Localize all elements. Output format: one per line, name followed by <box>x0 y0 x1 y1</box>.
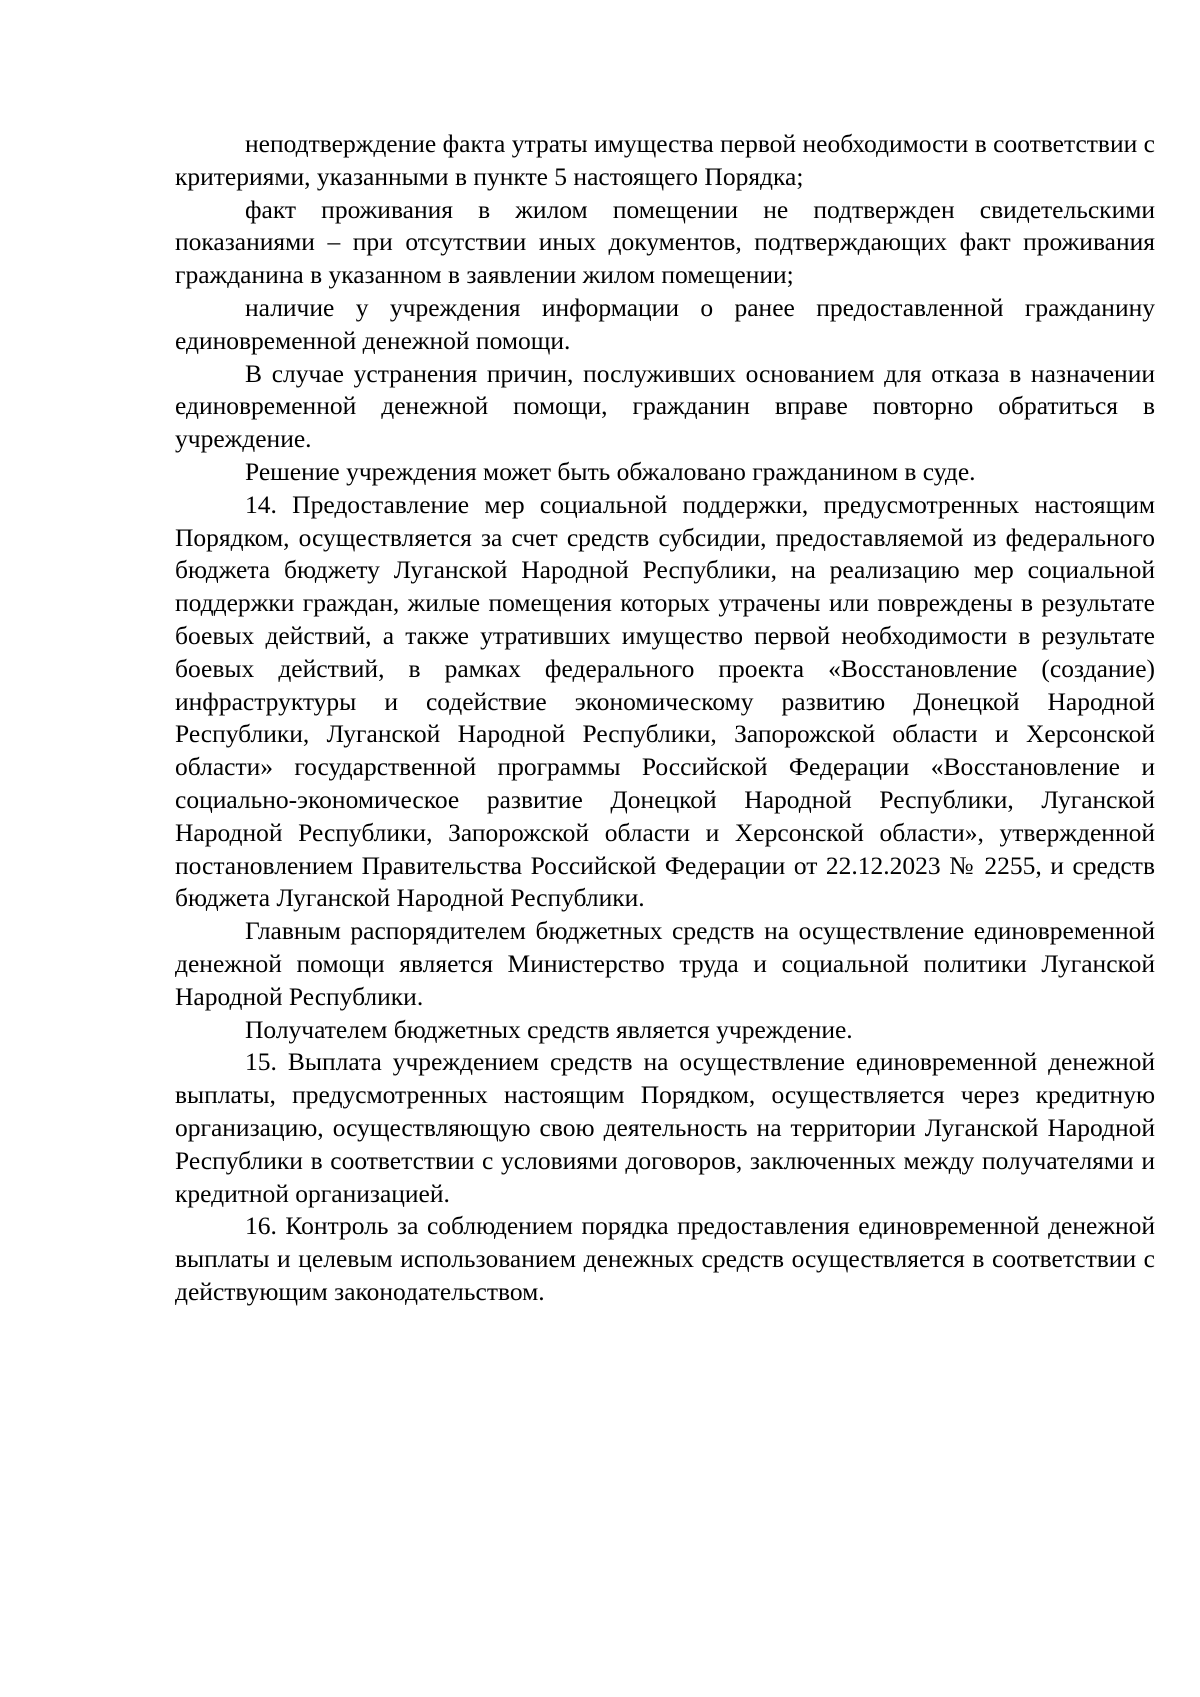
paragraph-refusal-ground-residence: факт проживания в жилом помещении не подтвержден свидетельскими показаниями – при отсутствии иных документов, подтверждающих факт проживания гражданина в указанном в заявлении жилом помещении; <box>175 194 1155 290</box>
paragraph-refusal-ground-prior-aid: наличие у учреждения информации о ранее предоставленной гражданину единовременной денежной помощи. <box>175 292 1155 355</box>
paragraph-appeal: Решение учреждения может быть обжаловано гражданином в суде. <box>245 456 976 486</box>
document-body <box>175 128 1155 1309</box>
paragraph-chief-administrator: Главным распорядителем бюджетных средств на осуществление единовременной денежной помощи является Министерство труда и социальной политики Луганской Народной Республики. <box>175 916 1155 1011</box>
paragraph-reapplication: В случае устранения причин, послуживших основанием для отказа в назначении единовременной денежной помощи, гражданин вправе повторно обратиться в учреждение. <box>175 358 1155 454</box>
paragraph-clause-15: 15. Выплата учреждением средств на осуществление единовременной денежной выплаты, предусмотренных настоящим Порядком, осуществляется через кредитную организацию, осуществляющую свою деятельность на территории Луганской Народной Республики в соответствии с условиями договоров, заключенных между получателями и кредитной организацией. <box>175 1047 1155 1208</box>
paragraph-recipient: Получателем бюджетных средств является учреждение. <box>245 1014 853 1044</box>
paragraph-clause-16: 16. Контроль за соблюдением порядка предоставления единовременной денежной выплаты и целевым использованием денежных средств осуществляется в соответствии с действующим законодательством. <box>175 1211 1155 1306</box>
paragraph-clause-14: 14. Предоставление мер социальной поддержки, предусмотренных настоящим Порядком, осуществляется за счет средств субсидии, предоставляемой из федерального бюджета бюджету Луганской Народной Республики, на реализацию мер социальной поддержки граждан, жилые помещения которых утрачены или повреждены в результате боевых действий, а также утративших имущество первой необходимости в результате боевых действий, в рамках федерального проекта «Восстановление (создание) инфраструктуры и содействие экономическому развитию Донецкой Народной Республики, Луганской Народной Республики, Запорожской области и Херсонской области» государственной программы Российской Федерации «Восстановление и социально-экономическое развитие Донецкой Народной Республики, Луганской Народной Республики, Запорожской области и Херсонской области», утвержденной постановлением Правительства Российской Федерации от 22.12.2023 № 2255, и средств бюджета Луганской Народной Республики. <box>175 489 1155 913</box>
paragraph-refusal-ground-property: неподтверждение факта утраты имущества первой необходимости в соответствии с критериями, указанными в пункте 5 настоящего Порядка; <box>175 129 1155 191</box>
